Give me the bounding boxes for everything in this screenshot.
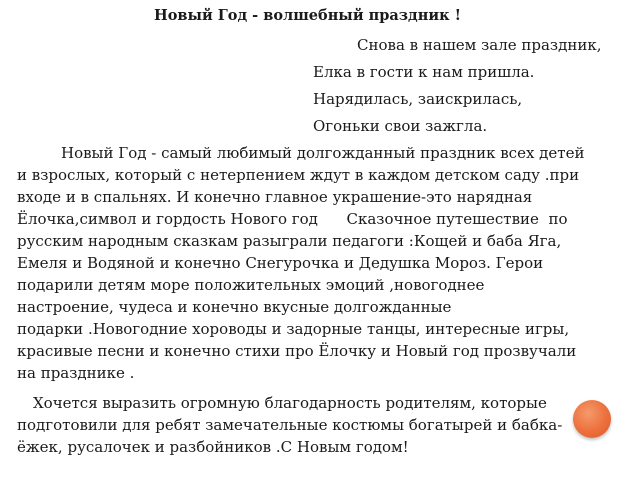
poem-line: Елка в гости к нам пришла. bbox=[313, 63, 535, 81]
paragraph-line: Хочется выразить огромную благодарность родителям, которые bbox=[33, 394, 547, 412]
paragraph-line: красивые песни и конечно стихи про Ёлочку и Новый год прозвучали bbox=[17, 342, 577, 360]
paragraph-line: на празднике . bbox=[17, 364, 135, 382]
paragraph-line: настроение, чудеса и конечно вкусные долгожданные bbox=[17, 298, 452, 316]
paragraph-line: Емеля и Водяной и конечно Снегурочка и Дедушка Мороз. Герои bbox=[17, 254, 544, 272]
next-slide-button[interactable] bbox=[573, 400, 611, 438]
thanks-paragraph bbox=[17, 392, 625, 458]
paragraph-line: Ёлочка,символ и гордость Нового год Сказочное путешествие по bbox=[17, 210, 568, 228]
poem-block bbox=[0, 0, 640, 140]
main-paragraph bbox=[17, 142, 625, 384]
poem-line: Нарядилась, заискрилась, bbox=[313, 90, 523, 108]
paragraph-line: ёжек, русалочек и разбойников .С Новым годом! bbox=[17, 438, 409, 456]
paragraph-line: русским народным сказкам разыграли педагоги :Кощей и баба Яга, bbox=[17, 232, 562, 250]
page-title: Новый Год - волшебный праздник ! bbox=[154, 7, 461, 24]
paragraph-line: Новый Год - самый любимый долгожданный праздник всех детей bbox=[61, 144, 585, 162]
paragraph-line: и взрослых, который с нетерпением ждут в каждом детском саду .при bbox=[17, 166, 580, 184]
poem-line: Снова в нашем зале праздник, bbox=[357, 36, 602, 54]
paragraph-line: подарили детям море положительных эмоций ,новогоднее bbox=[17, 276, 485, 294]
paragraph-line: подготовили для ребят замечательные костюмы богатырей и бабка- bbox=[17, 416, 563, 434]
paragraph-line: входе и в спальнях. И конечно главное украшение-это нарядная bbox=[17, 188, 533, 206]
paragraph-line: подарки .Новогодние хороводы и задорные танцы, интересные игры, bbox=[17, 320, 570, 338]
poem-line: Огоньки свои зажгла. bbox=[313, 117, 488, 135]
